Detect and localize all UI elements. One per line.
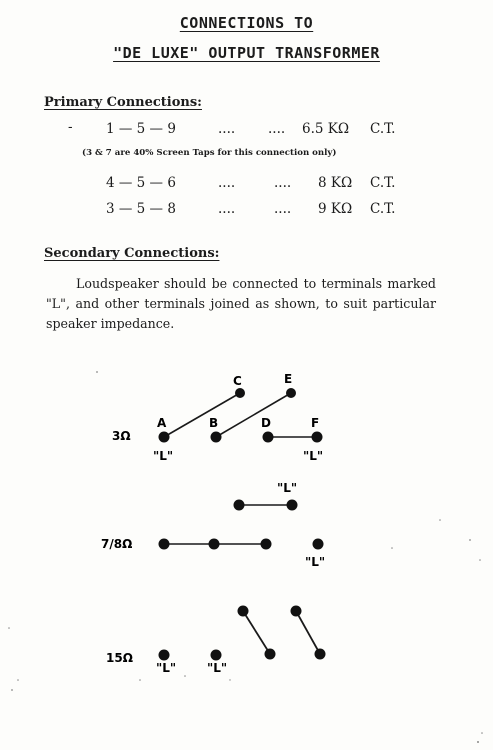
speaker-mark: "L" [153,449,174,463]
terminal [234,500,245,511]
terminal [287,500,298,511]
title-line-1: CONNECTIONS TO [179,14,314,32]
terminal-letter-b: B [209,416,219,430]
terminal-a [159,432,170,443]
config-7-8-ohm [101,481,325,569]
speaker-mark: "L" [277,481,298,495]
speaker-mark: "L" [305,555,326,569]
impedance: 8 KΩ [318,175,353,191]
config-15-ohm [106,606,326,676]
terminal [211,650,222,661]
margin-tick: - [68,119,73,135]
terminal [261,539,272,550]
terminal-c [235,388,245,398]
leader-dots: .... [274,201,292,217]
title-line-2: "DE LUXE" OUTPUT TRANSFORMER [113,44,380,62]
config-label: 7/8Ω [101,537,133,551]
terminal-letter-c: C [233,374,242,388]
leader-dots: .... [218,175,236,191]
terminal-d [263,432,274,443]
speaker-mark: "L" [207,661,228,675]
terminal-letter-e: E [284,372,293,386]
terminals: 3 — 5 — 8 [106,201,176,217]
secondary-instructions: Loudspeaker should be connected to terminals marked "L", and other terminals joined as shown, to suit particular speaker impedance. [46,276,436,331]
config-label: 15Ω [106,651,133,665]
scan-specks [8,371,483,743]
terminals: 1 — 5 — 9 [106,121,176,137]
config-3-ohm [112,372,323,463]
link [296,611,320,654]
primary-heading: Primary Connections: [44,95,202,110]
leader-dots: .... [218,201,236,217]
centre-tap: C.T. [370,175,396,191]
terminal-e [286,388,296,398]
terminal [159,650,170,661]
terminals: 4 — 5 — 6 [106,175,176,191]
link [243,611,270,654]
terminal-letter-d: D [261,416,271,430]
terminal-letter-a: A [157,416,167,430]
secondary-heading: Secondary Connections: [44,246,220,261]
impedance: 6.5 KΩ [302,121,350,137]
speaker-mark: "L" [303,449,324,463]
centre-tap: C.T. [370,121,396,137]
impedance: 9 KΩ [318,201,353,217]
terminal-letter-f: F [311,416,320,430]
speaker-mark: "L" [156,661,177,675]
terminal-f [312,432,323,443]
terminal [315,649,326,660]
screen-tap-note: (3 & 7 are 40% Screen Taps for this connection only) [82,148,337,158]
terminal-b [211,432,222,443]
leader-dots: .... [274,175,292,191]
terminal [313,539,324,550]
leader-dots: .... [218,121,236,137]
terminal [291,606,302,617]
leader-dots: .... [268,121,286,137]
centre-tap: C.T. [370,201,396,217]
config-label: 3Ω [112,429,131,443]
terminal [265,649,276,660]
terminal [238,606,249,617]
terminal [209,539,220,550]
terminal [159,539,170,550]
